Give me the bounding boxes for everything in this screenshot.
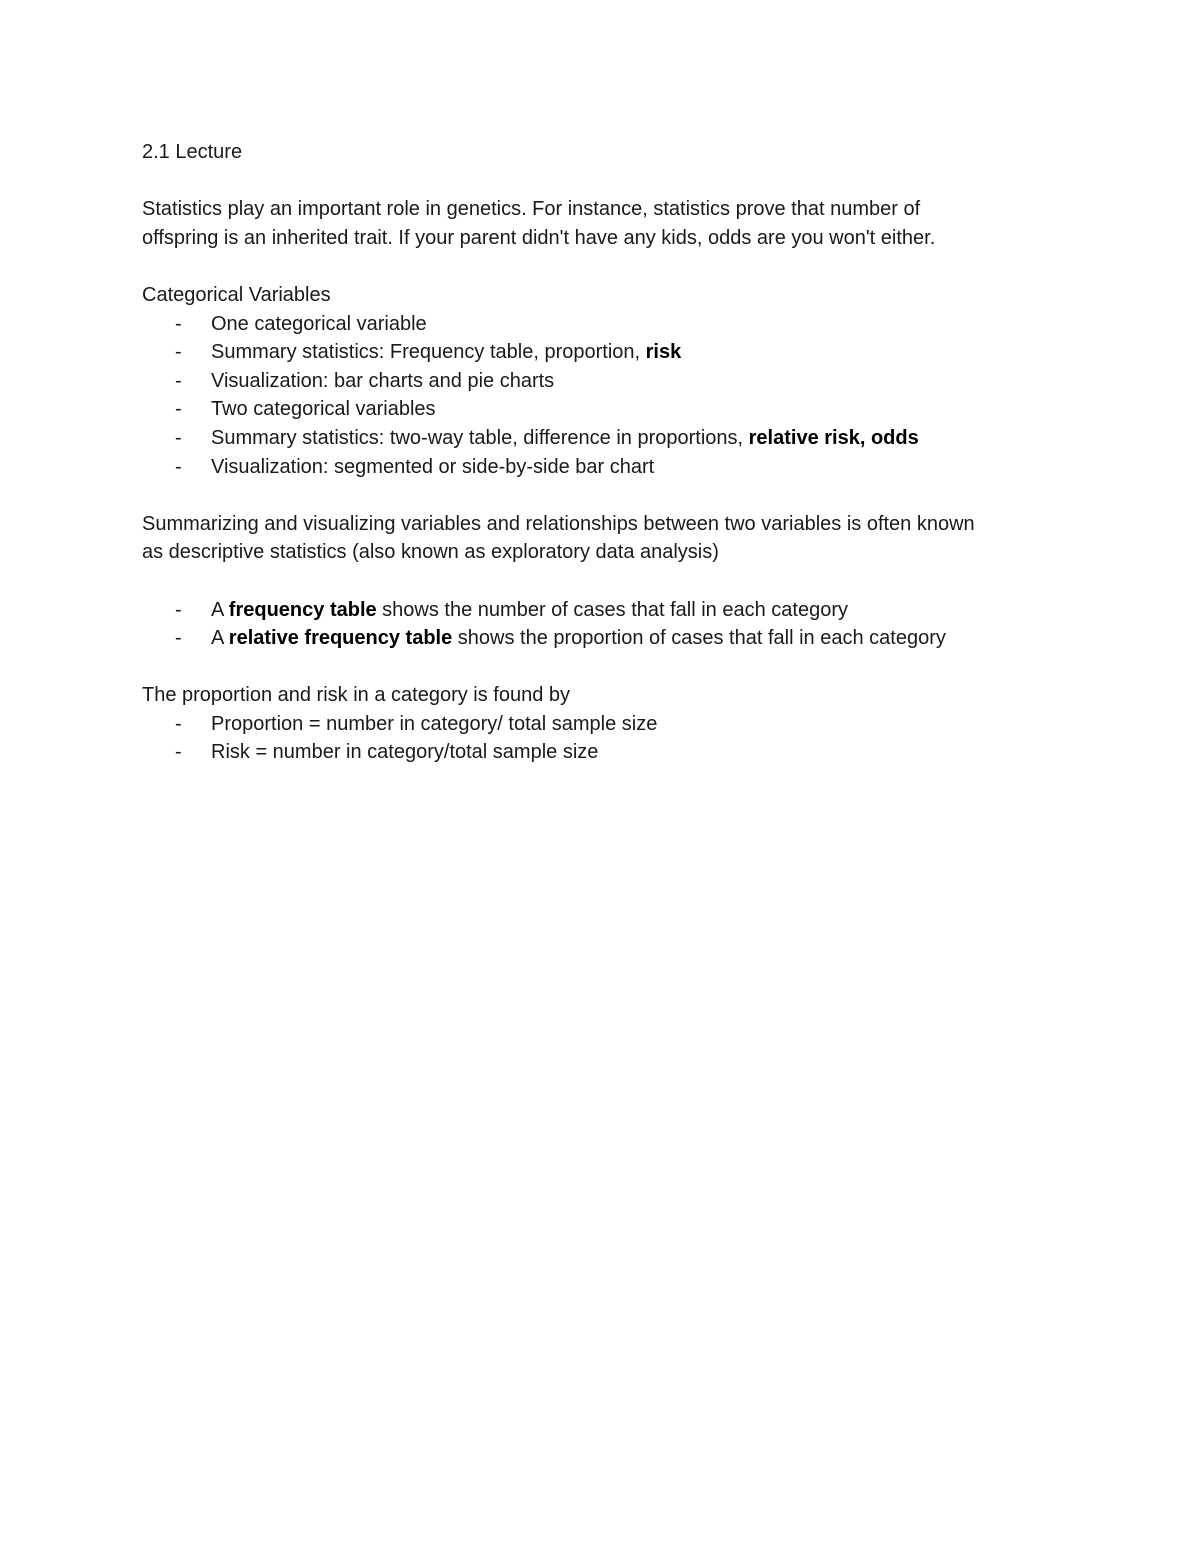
proportion-heading: The proportion and risk in a category is found by [142,684,571,707]
categorical-heading: Categorical Variables [142,283,331,306]
list-item-text: Proportion = number in category/ total sample size [211,712,658,735]
list-item-text [211,395,436,424]
list-item [142,624,1062,653]
list-item [142,738,1062,767]
list-item-text [211,310,427,339]
bullet-dash: - [175,312,182,335]
intro-line-1: Statistics play an important role in genetics. For instance, statistics prove that number of [142,198,921,221]
list-item [142,395,1062,424]
bold-term: frequency table [228,598,377,621]
item-text: Visualization: segmented or side-by-side bar chart [211,455,655,478]
bold-term: risk [645,341,682,364]
item-text: Summary statistics: Frequency table, proportion, [211,341,646,364]
item-text: Visualization: bar charts and pie charts [211,369,555,392]
list-item [142,367,1062,396]
list-item [142,710,1062,739]
bold-term: relative frequency table [228,627,453,650]
bullet-dash: - [175,369,182,392]
descriptive-line-2: as descriptive statistics (also known as exploratory data analysis) [142,541,719,564]
spacer [142,481,1062,510]
bold-term: relative risk, odds [748,426,919,449]
item-text: Two categorical variables [211,398,436,421]
list-item-text [211,453,654,482]
bullet-dash: - [175,598,182,621]
list-item [142,338,1062,367]
bullet-dash: - [175,398,182,421]
page-title: 2.1 Lecture [142,141,243,163]
item-text: shows the number of cases that fall in each category [376,598,848,621]
spacer [142,167,1062,196]
spacer [142,567,1062,596]
bullet-dash: - [175,712,182,735]
list-item [142,596,1062,625]
bullet-dash: - [175,341,182,364]
item-text: shows the proportion of cases that fall in each category [452,627,946,650]
item-text: Summary statistics: two-way table, difference in proportions, [211,426,749,449]
descriptive-line-1: Summarizing and visualizing variables and relationships between two variables is often known [142,512,975,535]
list-item-text [211,367,554,396]
item-text: One categorical variable [211,312,427,335]
intro-line-2: offspring is an inherited trait. If your parent didn't have any kids, odds are you won't either. [142,226,936,249]
list-item [142,424,1062,453]
list-item-text: Risk = number in category/total sample size [211,741,599,764]
item-text: A [211,598,229,621]
bullet-dash: - [175,426,182,449]
list-item-text [211,338,681,367]
document-page [142,138,1062,767]
spacer [142,653,1062,682]
bullet-dash: - [175,741,182,764]
bullet-dash: - [175,455,182,478]
list-item-text [211,624,946,653]
item-text: A [211,627,229,650]
bullet-dash: - [175,627,182,650]
list-item-text [211,596,848,625]
list-item [142,310,1062,339]
list-item-text [211,424,919,453]
spacer [142,252,1062,281]
list-item [142,453,1062,482]
